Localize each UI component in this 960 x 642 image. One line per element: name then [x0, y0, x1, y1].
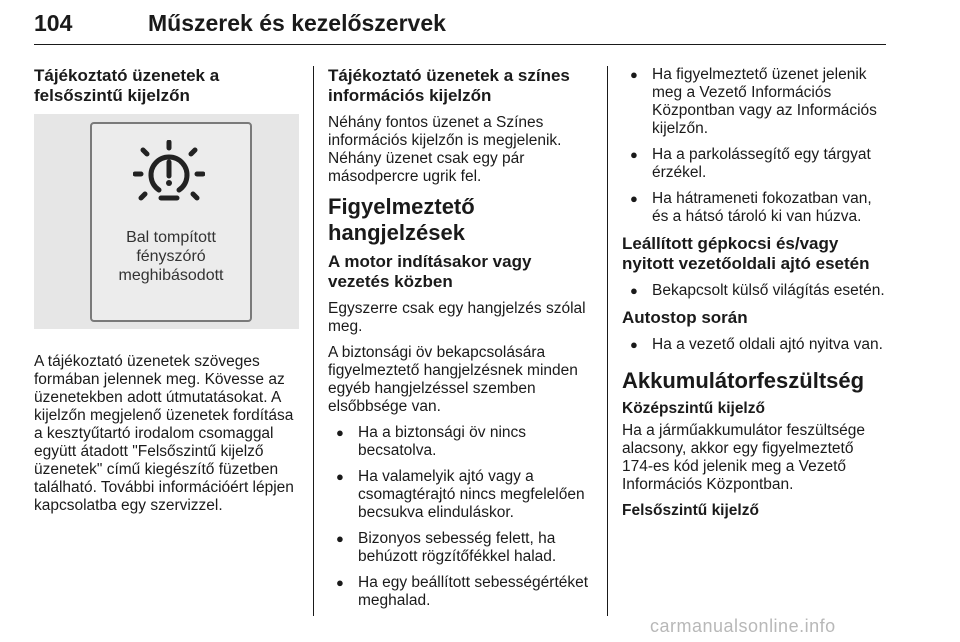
list-item: ● Ha figyelmeztető üzenet jelenik meg a Vezető Információs Központban vagy az Információs kijelzőn.: [622, 66, 888, 138]
header-divider: [34, 44, 886, 45]
column-middle: [328, 66, 596, 618]
watermark: carmanualsonline.info: [650, 616, 836, 636]
section-heading-battery-voltage: Akkumulátorfeszültség: [622, 368, 865, 393]
display-line-1: Bal tompított: [126, 229, 216, 246]
subheading-autostop: Autostop során: [622, 308, 748, 327]
list-item: ● Ha a biztonsági öv nincs becsatolva.: [328, 424, 596, 460]
subheading-engine-start: A motor indításakor vagy vezetés közben: [328, 252, 532, 291]
list-item: ● Ha hátrameneti fokozatban van, és a hátsó tároló ki van húzva.: [622, 190, 888, 226]
column-divider: [313, 66, 314, 616]
subheading-top-level-display: Felsőszintű kijelző: [622, 502, 759, 519]
subheading-mid-level-display: Középszintű kijelző: [622, 400, 765, 417]
body-paragraph: Egyszerre csak egy hangjelzés szólal meg.: [328, 300, 586, 335]
body-paragraph: A tájékoztató üzenetek szöveges formában jelennek meg. Kövesse az üzenetekben adott útmutatásokat. A kijelzőn megjelenő üzenetek fordítása a kesztyűtartó irodalom csomaggal együtt átadott "Felsőszintű kijelző üzenetek" című kiegészítő füzetben található. További információért lépjen kapcsolatba egy szervizzel.: [34, 353, 294, 514]
column-left: [34, 66, 299, 523]
section-heading-color-display: Tájékoztató üzenetek a színes információs kijelzőn: [328, 66, 570, 105]
bullet-list: [622, 282, 888, 300]
bulb-warning-icon: [133, 140, 205, 212]
display-screen: [90, 122, 252, 322]
page-header: [34, 6, 884, 42]
list-item: ● Ha a parkolássegítő egy tárgyat érzékel.: [622, 146, 888, 182]
body-paragraph: Néhány fontos üzenet a Színes információs kijelzőn is megjelenik. Néhány üzenet csak egy pár másodpercre ugrik fel.: [328, 114, 562, 185]
display-line-2: fényszóró: [136, 248, 206, 265]
subheading-parked-vehicle: Leállított gépkocsi és/vagy nyitott vezetőoldali ajtó esetén: [622, 234, 870, 273]
column-divider: [607, 66, 608, 616]
list-item: ● Ha egy beállított sebességértéket meghalad.: [328, 574, 596, 610]
display-line-3: meghibásodott: [118, 267, 224, 284]
chapter-title: Műszerek és kezelőszervek: [148, 10, 446, 36]
bullet-list: [622, 66, 888, 226]
section-heading-top-display: Tájékoztató üzenetek a felsőszintű kijelzőn: [34, 66, 220, 105]
list-item: ● Bekapcsolt külső világítás esetén.: [622, 282, 888, 300]
bullet-list: [622, 336, 888, 354]
body-paragraph: A biztonsági öv bekapcsolására figyelmeztető hangjelzésnek minden egyéb hangjelzéssel szemben elsőbbsége van.: [328, 344, 578, 415]
display-message: [92, 228, 250, 285]
page-number: 104: [34, 10, 73, 36]
column-right: [622, 66, 888, 524]
body-paragraph: Ha a járműakkumulátor feszültsége alacsony, akkor egy figyelmeztető 174-es kód jelenik meg a Vezető Információs Központban.: [622, 422, 865, 493]
section-heading-warning-chimes: Figyelmeztető hangjelzések: [328, 194, 475, 245]
bullet-list: [328, 424, 596, 610]
list-item: ● Bizonyos sebesség felett, ha behúzott rögzítőfékkel halad.: [328, 530, 596, 566]
display-illustration: [34, 114, 299, 329]
list-item: ● Ha a vezető oldali ajtó nyitva van.: [622, 336, 888, 354]
list-item: ● Ha valamelyik ajtó vagy a csomagtérajtó nincs megfelelően becsukva elinduláskor.: [328, 468, 596, 522]
